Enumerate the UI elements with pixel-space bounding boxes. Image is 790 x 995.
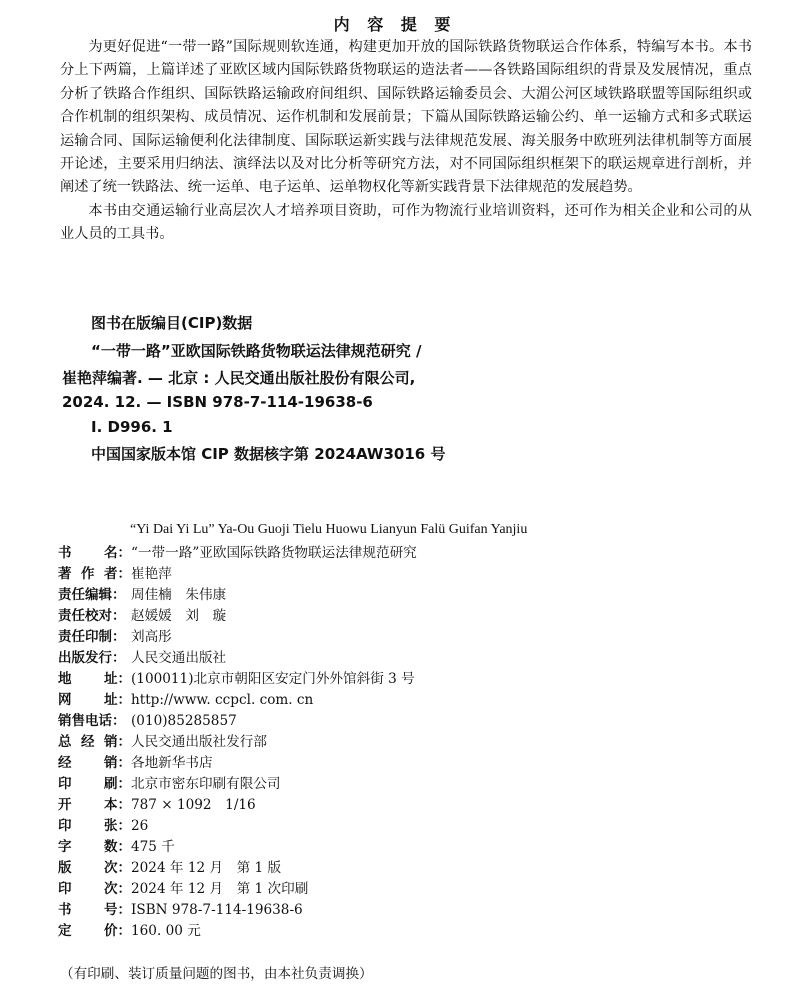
info-label: 字 数 ： — [58, 839, 131, 855]
info-value: 人民交通出版社 — [131, 650, 227, 666]
info-row — [58, 541, 758, 562]
info-label: 责任印制： — [58, 629, 126, 645]
footer-note: （有印刷、装订质量问题的图书，由本社负责调换） — [60, 966, 373, 982]
info-label: 印 刷 ： — [58, 776, 131, 792]
info-label: 定 价 ： — [58, 923, 131, 939]
info-value: 北京市密东印刷有限公司 — [131, 776, 281, 792]
info-label: 责任校对： — [58, 608, 126, 624]
cip-line-3: 2024. 12. — ISBN 978-7-114-19638-6 — [62, 393, 373, 411]
summary-paragraph-2: 本书由交通运输行业高层次人才培养项目资助，可作为物流行业培训资料，还可作为相关企业和公司的从业人员的工具书。 — [60, 202, 752, 243]
info-label: 著 作 者 ： — [58, 566, 131, 582]
cip-heading: 图书在版编目(CIP)数据 — [91, 314, 253, 332]
info-row — [58, 604, 758, 625]
summary-paragraph-1: 为更好促进“一带一路”国际规则软连通，构建更加开放的国际铁路货物联运合作体系，特编写本书。本书分上下两篇，上篇详述了亚欧区域内国际铁路货物联运的造法者——各铁路国际组织的背景及发展情况，重点分析了铁路合作组织、国际铁路运输政府间组织、国际铁路运输委员会、大湄公河区域铁路联盟等国际组织或合作机制的组织架构、成员情况、运作机制和发展前景；下篇从国际铁路运输公约、单一运输方式和多式联运运输合同、国际运输便利化法律制度、国际联运新实践与法律规范发展、海关服务中欧班列法律机制等方面展开论述，主要采用归纳法、演绎法以及对比分析等研究方法，对不同国际组织框架下的联运规章进行剖析，并阐述了统一铁路法、统一运单、电子运单、运单物权化等新实践背景下法律规范的发展趋势。 — [60, 39, 752, 196]
info-value: 崔艳萍 — [131, 566, 172, 582]
info-row — [58, 772, 758, 793]
cip-line-4: Ⅰ. D996. 1 — [91, 418, 173, 436]
info-value: (100011)北京市朝阳区安定门外外馆斜街 3 号 — [131, 671, 415, 687]
info-row — [58, 583, 758, 604]
info-value: 160. 00 元 — [131, 923, 201, 939]
cip-line-1: “一带一路”亚欧国际铁路货物联运法律规范研究 / — [91, 342, 422, 360]
info-row — [58, 667, 758, 688]
pinyin-title: “Yi Dai Yi Lu” Ya-Ou Guoji Tielu Huowu Lianyun Falü Guifan Yanjiu — [130, 522, 528, 537]
info-value: 人民交通出版社发行部 — [131, 734, 267, 750]
info-value: 周佳楠 朱伟康 — [131, 587, 227, 603]
info-row — [58, 688, 758, 709]
info-value: 787 × 1092 1/16 — [131, 797, 256, 813]
info-value: “一带一路”亚欧国际铁路货物联运法律规范研究 — [131, 545, 417, 561]
info-value: 475 千 — [131, 839, 175, 855]
summary-title: 内 容 提 要 — [333, 15, 457, 34]
info-value: 2024 年 12 月 第 1 次印刷 — [131, 881, 309, 897]
info-label: 书 名 ： — [58, 545, 131, 561]
info-row — [58, 898, 758, 919]
info-row — [58, 730, 758, 751]
info-value: 赵媛媛 刘 璇 — [131, 608, 227, 624]
cip-line-5: 中国国家版本馆 CIP 数据核字第 2024AW3016 号 — [91, 445, 446, 463]
info-label: 版 次 ： — [58, 860, 131, 876]
info-label: 书 号 ： — [58, 902, 131, 918]
info-label: 出版发行： — [58, 650, 126, 666]
info-label: 销售电话： — [58, 713, 126, 729]
info-row — [58, 646, 758, 667]
publication-info — [58, 541, 758, 940]
info-value: (010)85285857 — [131, 713, 237, 729]
summary-body — [60, 36, 752, 247]
info-label: 印 次 ： — [58, 881, 131, 897]
info-label: 网 址 ： — [58, 692, 131, 708]
info-row — [58, 919, 758, 940]
info-value: http://www. ccpcl. com. cn — [131, 692, 314, 708]
info-value: 刘高彤 — [131, 629, 172, 645]
info-row — [58, 625, 758, 646]
info-value: 各地新华书店 — [131, 755, 213, 771]
info-row — [58, 709, 758, 730]
info-value: 2024 年 12 月 第 1 版 — [131, 860, 282, 876]
info-row — [58, 562, 758, 583]
info-label: 总 经 销 ： — [58, 734, 131, 750]
info-label: 经 销 ： — [58, 755, 131, 771]
info-row — [58, 793, 758, 814]
info-label: 责任编辑： — [58, 587, 126, 603]
info-label: 印 张 ： — [58, 818, 131, 834]
info-row — [58, 814, 758, 835]
info-value: ISBN 978-7-114-19638-6 — [131, 902, 303, 918]
cip-line-2: 崔艳萍编著. — 北京 : 人民交通出版社股份有限公司, — [62, 369, 416, 387]
info-value: 26 — [131, 818, 149, 834]
info-label: 开 本 ： — [58, 797, 131, 813]
info-label: 地 址 ： — [58, 671, 131, 687]
info-row — [58, 856, 758, 877]
info-row — [58, 751, 758, 772]
info-row — [58, 835, 758, 856]
info-row — [58, 877, 758, 898]
